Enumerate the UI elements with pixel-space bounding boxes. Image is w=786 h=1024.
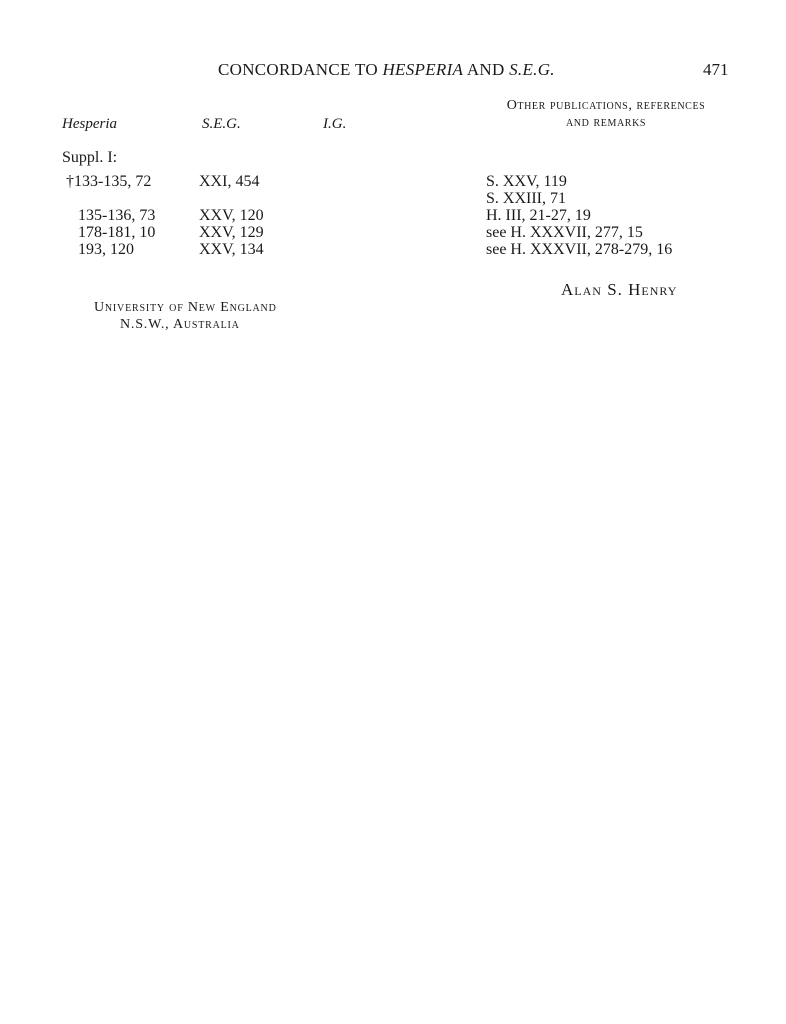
cell-hesperia: 178-181, 10 [78, 224, 156, 241]
page-number: 471 [703, 60, 729, 79]
table-row [0, 173, 786, 191]
column-header-seg: S.E.G. [202, 116, 241, 132]
affiliation-line1: University of New England [94, 300, 277, 315]
table-row [0, 207, 786, 225]
cell-other: S. XXV, 119 [486, 173, 567, 190]
table-row [0, 190, 786, 208]
cell-hesperia: 193, 120 [78, 241, 134, 258]
affiliation-line2: N.S.W., Australia [120, 317, 240, 332]
cell-seg: XXV, 129 [199, 224, 264, 241]
cell-other: H. III, 21-27, 19 [486, 207, 591, 224]
title-italic-hesperia: HESPERIA [382, 60, 464, 79]
cell-hesperia: †133-135, 72 [66, 173, 152, 190]
table-row [0, 241, 786, 259]
title-mid: AND [463, 60, 510, 79]
title-italic-seg: S.E.G. [509, 60, 555, 79]
title-prefix: CONCORDANCE TO [218, 60, 383, 79]
column-header-other-line2: and remarks [565, 115, 647, 130]
cell-seg: XXV, 134 [199, 241, 264, 258]
author-signature: Alan S. Henry [561, 280, 678, 299]
column-header-hesperia: Hesperia [62, 116, 117, 132]
cell-seg: XXI, 454 [199, 173, 260, 190]
cell-other: see H. XXXVII, 278-279, 16 [486, 241, 673, 258]
section-label: Suppl. I: [62, 149, 118, 166]
running-head [0, 60, 786, 84]
cell-other: S. XXIII, 71 [486, 190, 566, 207]
column-header-ig: I.G. [323, 116, 347, 132]
column-header-other [478, 97, 734, 131]
cell-seg: XXV, 120 [199, 207, 264, 224]
running-title [218, 60, 555, 80]
column-header-other-line1: Other publications, references [506, 98, 706, 113]
cell-hesperia: 135-136, 73 [78, 207, 156, 224]
table-row [0, 224, 786, 242]
cell-other: see H. XXXVII, 277, 15 [486, 224, 643, 241]
